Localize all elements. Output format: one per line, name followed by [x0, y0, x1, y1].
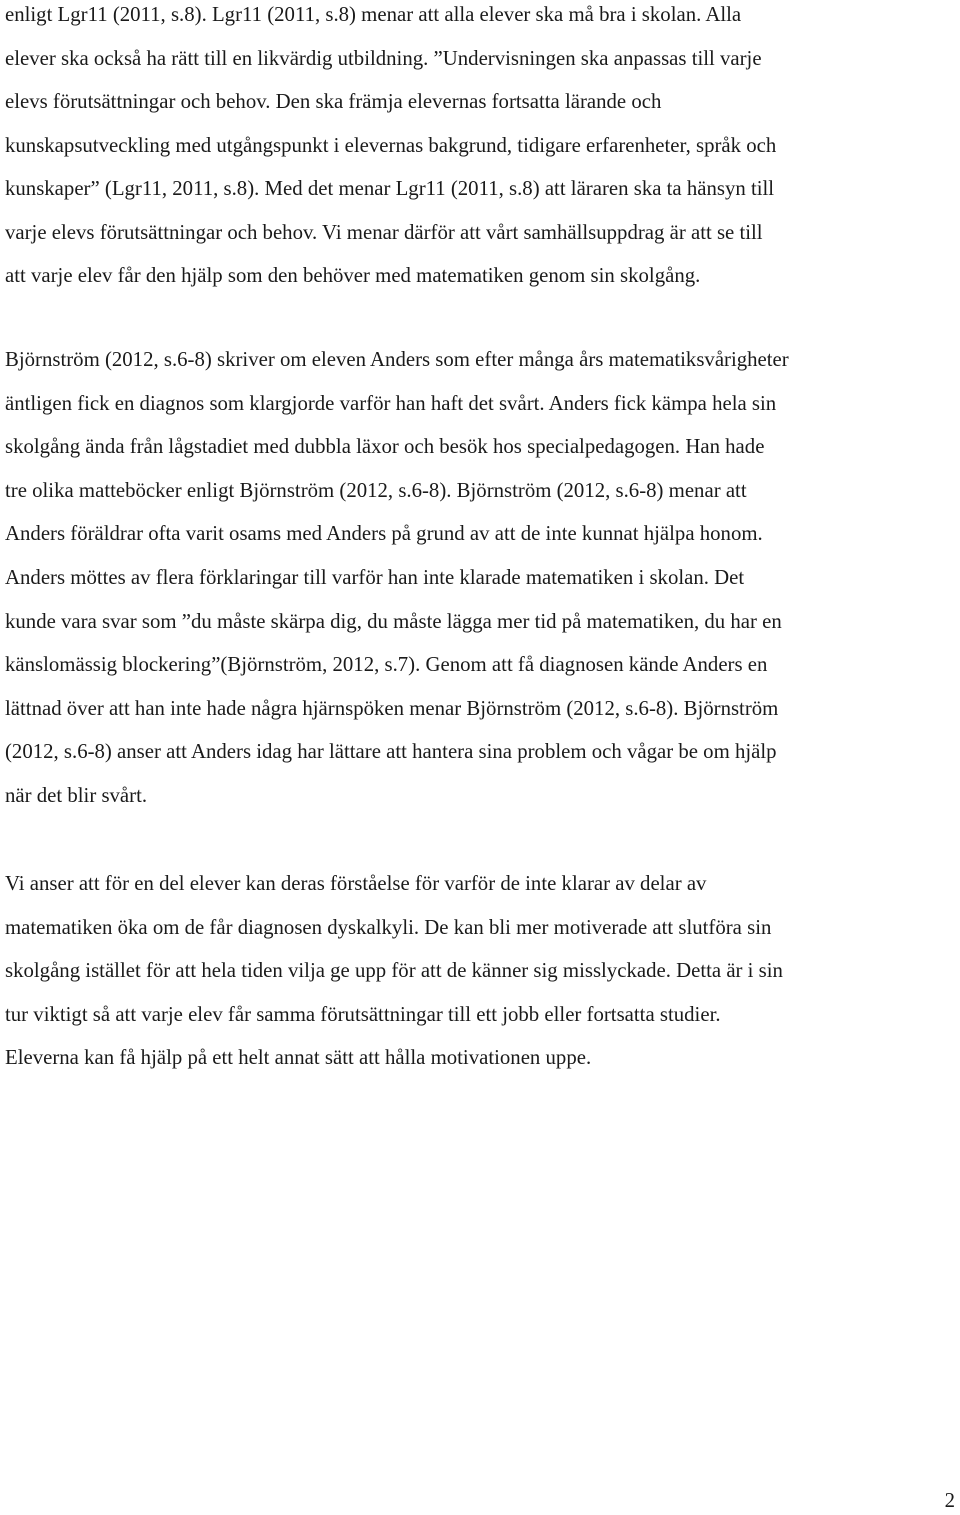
page-number: 2 [944, 1489, 955, 1512]
text-line: Eleverna kan få hjälp på ett helt annat sätt att hålla motivationen uppe. [5, 1046, 592, 1069]
text-line: kunde vara svar som ”du måste skärpa dig, du måste lägga mer tid på matematiken, du har en [5, 609, 782, 633]
text-line: att varje elev får den hjälp som den behöver med matematiken genom sin skolgång. [5, 264, 701, 287]
text-line: Vi anser att för en del elever kan deras förståelse för varför de inte klarar av delar av [5, 872, 707, 895]
text-line: tur viktigt så att varje elev får samma förutsättningar till ett jobb eller fortsatta studier. [5, 1002, 721, 1026]
text-line: matematiken öka om de får diagnosen dyskalkyli. De kan bli mer motiverade att slutföra sin [5, 915, 772, 939]
text-line: elevs förutsättningar och behov. Den ska främja elevernas fortsatta lärande och [5, 90, 662, 113]
text-line: när det blir svårt. [5, 784, 148, 807]
text-line: skolgång istället för att hela tiden vilja ge upp för att de känner sig misslyckade. Detta är i sin [5, 959, 783, 982]
text-line: kunskapsutveckling med utgångspunkt i elevernas bakgrund, tidigare erfarenheter, språk och [5, 133, 777, 157]
text-line: Björnström (2012, s.6-8) skriver om eleven Anders som efter många års matematiksvårigheter [5, 348, 789, 371]
text-line: enligt Lgr11 (2011, s.8). Lgr11 (2011, s.8) menar att alla elever ska må bra i skolan. Alla [5, 3, 742, 26]
text-line: lättnad över att han inte hade några hjärnspöken menar Björnström (2012, s.6-8). Björnström [5, 696, 779, 720]
text-line: tre olika matteböcker enligt Björnström (2012, s.6-8). Björnström (2012, s.6-8) menar att [5, 478, 747, 502]
text-line: känslomässig blockering”(Björnström, 2012, s.7). Genom att få diagnosen kände Anders en [5, 653, 768, 677]
text-line: elever ska också ha rätt till en likvärdig utbildning. ”Undervisningen ska anpassas till varje [5, 46, 762, 70]
text-line: äntligen fick en diagnos som klargjorde varför han haft det svårt. Anders fick kämpa hela sin [5, 391, 777, 415]
text-line: varje elevs förutsättningar och behov. Vi menar därför att vårt samhällsuppdrag är att se till [5, 220, 763, 244]
text-line: skolgång ända från lågstadiet med dubbla läxor och besök hos specialpedagogen. Han hade [5, 435, 765, 459]
text-line: (2012, s.6-8) anser att Anders idag har lättare att hantera sina problem och vågar be om hjälp [5, 740, 777, 764]
text-line: Anders föräldrar ofta varit osams med Anders på grund av att de inte kunnat hjälpa honom. [5, 522, 763, 546]
text-line: kunskaper” (Lgr11, 2011, s.8). Med det menar Lgr11 (2011, s.8) att läraren ska ta hänsyn till [5, 177, 775, 200]
text-line: Anders möttes av flera förklaringar till varför han inte klarade matematiken i skolan. Det [5, 566, 745, 589]
